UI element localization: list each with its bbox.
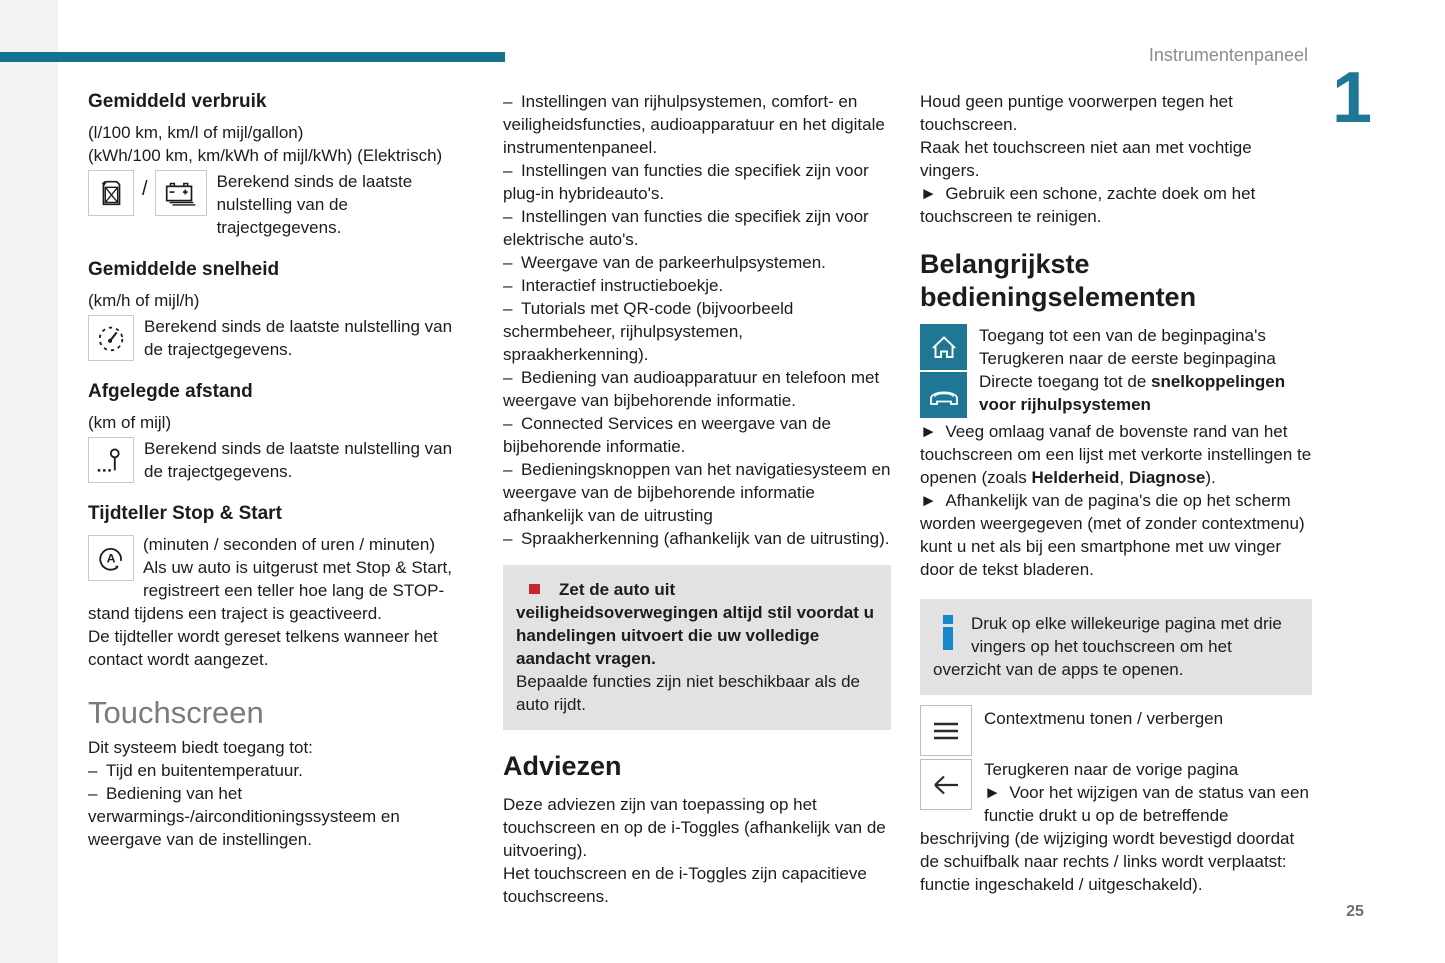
- list-item: – Bedieningsknoppen van het navigatiesysteem en weergave van de bijbehorende informatie afhankelijk van de uitrusting: [503, 460, 891, 525]
- column-middle: [503, 90, 891, 908]
- list-item: – Instellingen van functies die specifiek zijn voor plug-in hybrideauto's.: [503, 161, 869, 203]
- slash-separator: /: [142, 178, 148, 200]
- speedometer-icon: [88, 315, 134, 361]
- list-item: – Weergave van de parkeerhulpsystemen.: [503, 253, 826, 272]
- menu-icon: [920, 705, 972, 756]
- section-title-afgelegde-afstand: Afgelegde afstand: [88, 381, 253, 402]
- back-caption: Terugkeren naar de vorige pagina: [984, 760, 1239, 779]
- calc-note: Berekend sinds de laatste nulstelling van de trajectgegevens.: [144, 317, 453, 359]
- unit-line: (km/h of mijl/h): [88, 291, 200, 310]
- distance-row: [88, 437, 470, 483]
- fuel-battery-row: [88, 170, 470, 239]
- touchscreen-intro: Dit systeem biedt toegang tot:: [88, 738, 313, 757]
- info-text: Druk op elke willekeurige pagina met drie vingers op het touchscreen om het overzicht van de apps te openen.: [933, 614, 1282, 679]
- car-caption: Directe toegang tot de snelkoppelingen voor rijhulpsystemen: [979, 372, 1286, 414]
- svg-text:A: A: [106, 551, 116, 566]
- column-right: [920, 90, 1312, 896]
- page-number: 25: [1346, 903, 1364, 920]
- section-title-gemiddeld-verbruik: Gemiddeld verbruik: [88, 91, 267, 112]
- calc-note: Berekend sinds de laatste nulstelling van de trajectgegevens.: [216, 172, 413, 237]
- list-item: – Bediening van audioapparatuur en telefoon met weergave van bijbehorende informatie.: [503, 368, 880, 410]
- list-item: – Instellingen van functies die specifiek zijn voor elektrische auto's.: [503, 207, 869, 249]
- advice-paragraph: Het touchscreen en de i-Toggles zijn capacitieve touchscreens.: [503, 864, 867, 906]
- stop-start-icon: [88, 535, 134, 581]
- calc-note: Berekend sinds de laatste nulstelling van de trajectgegevens.: [144, 439, 453, 481]
- heading-belangrijkste: Belangrijkste bedieningselementen: [920, 249, 1197, 312]
- stop-start-line3: De tijdteller wordt gereset telkens wanneer het contact wordt aangezet.: [88, 627, 438, 669]
- back-block: [920, 758, 1312, 896]
- route-icon: [88, 437, 134, 483]
- contextmenu-row: [920, 705, 1312, 756]
- warning-text-bold: Zet de auto uit veiligheidsoverwegingen altijd stil voordat u handelingen uitvoert die uw volledige aandacht vragen.: [516, 580, 875, 668]
- home-icon: [920, 324, 967, 370]
- swipe-paragraph: ► Veeg omlaag vanaf de bovenste rand van het touchscreen om een lijst met verkorte instellingen te openen (zoals Helderheid, Diagnose).: [920, 422, 1312, 487]
- stop-start-line1: (minuten / seconden of uren / minuten): [143, 535, 435, 554]
- speed-row: [88, 315, 470, 361]
- chapter-number: 1: [1331, 58, 1373, 138]
- info-icon: [943, 615, 955, 650]
- care-paragraph: Houd geen puntige voorwerpen tegen het touchscreen.: [920, 92, 1233, 134]
- heading-adviezen: Adviezen: [503, 751, 622, 781]
- list-item: – Connected Services en weergave van de bijbehorende informatie.: [503, 414, 831, 456]
- stop-start-line2: Als uw auto is uitgerust met Stop & Start, registreert een teller hoe lang de STOP-stand tijdens een traject is geactiveerd.: [88, 558, 452, 623]
- care-paragraph: Raak het touchscreen niet aan met vochtige vingers.: [920, 138, 1252, 180]
- page-edge-band: [0, 0, 58, 963]
- warning-box: [503, 565, 891, 730]
- column-left: [88, 90, 470, 851]
- home-caption: Terugkeren naar de eerste beginpagina: [979, 349, 1276, 368]
- warning-icon: [523, 580, 545, 594]
- fuel-icon: [88, 170, 134, 216]
- section-title-tijdteller: Tijdteller Stop & Start: [88, 503, 282, 524]
- home-car-block: [920, 324, 1312, 418]
- header-accent-bar: [0, 52, 505, 62]
- stop-start-block: [88, 533, 470, 671]
- back-arrow-icon: [920, 759, 972, 810]
- list-item: – Tutorials met QR-code (bijvoorbeeld schermbeheer, rijhulpsystemen, spraakherkenning).: [503, 299, 794, 364]
- list-item: – Tijd en buitentemperatuur.: [88, 761, 303, 780]
- heading-touchscreen: Touchscreen: [88, 695, 264, 730]
- running-header: Instrumentenpaneel: [1148, 45, 1308, 65]
- info-box: [920, 599, 1312, 695]
- list-item: – Instellingen van rijhulpsystemen, comfort- en veiligheidsfuncties, audioapparatuur en het digitale instrumentenpaneel.: [503, 92, 885, 157]
- home-caption: Toegang tot een van de beginpagina's: [979, 326, 1266, 345]
- battery-icon: [155, 170, 207, 216]
- list-item: – Bediening van het verwarmings-/airconditioningssysteem en weergave van de instellingen.: [88, 784, 400, 849]
- unit-line: (kWh/100 km, km/kWh of mijl/kWh) (Elektrisch): [88, 146, 443, 165]
- advice-paragraph: Deze adviezen zijn van toepassing op het touchscreen en op de i-Toggles (afhankelijk van de uitvoering).: [503, 795, 886, 860]
- car-icon: [920, 372, 967, 418]
- warning-text: Bepaalde functies zijn niet beschikbaar als de auto rijdt.: [516, 672, 860, 714]
- care-paragraph: ► Gebruik een schone, zachte doek om het touchscreen te reinigen.: [920, 184, 1256, 226]
- contextmenu-caption: Contextmenu tonen / verbergen: [984, 709, 1224, 728]
- list-item: – Spraakherkenning (afhankelijk van de uitrusting).: [503, 529, 890, 548]
- list-item: – Interactief instructieboekje.: [503, 276, 724, 295]
- scroll-paragraph: ► Afhankelijk van de pagina's die op het scherm worden weergegeven (met of zonder contextmenu) kunt u net als bij een smartphone met uw vinger door de tekst bladeren.: [920, 491, 1305, 579]
- section-title-gemiddelde-snelheid: Gemiddelde snelheid: [88, 259, 280, 280]
- unit-line: (km of mijl): [88, 413, 172, 432]
- back-paragraph: ► Voor het wijzigen van de status van een functie drukt u op de betreffende beschrijving (de wijziging wordt bevestigd doordat de schuifbalk naar rechts / links wordt verplaatst: functie ingeschakeld / uitgeschakeld).: [920, 783, 1309, 894]
- unit-line: (l/100 km, km/l of mijl/gallon): [88, 123, 304, 142]
